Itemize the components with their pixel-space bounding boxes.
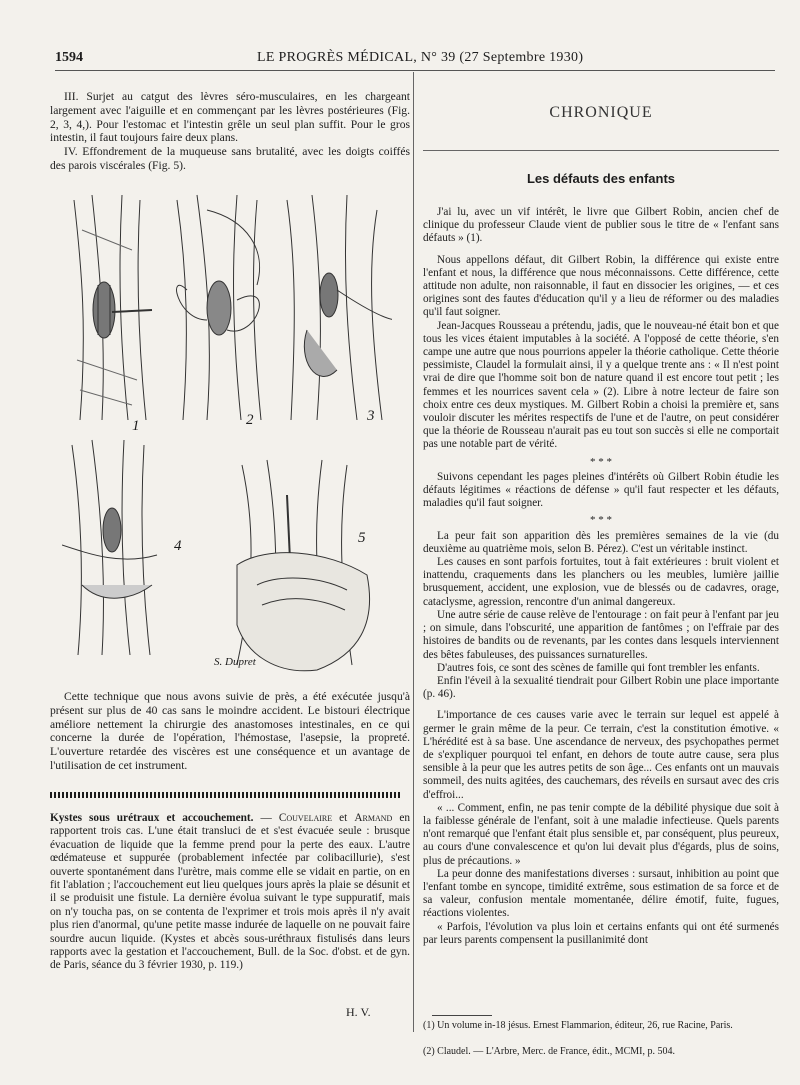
paragraph-10: L'importance de ces causes varie avec le terrain sur lequel est appelé à germer le grain même de la peur. Ce terrain, c'est la constitution émotive. « L'hérédité est à sa base. Une ascendance de nerveux, des psychopathes permet de s'expliquer pourquoi tel enfant, en dehors de toute autre cause, sera plus sensible à la peur que les autres petits de son âge... Ces enfants ont un mauvais sommeil, des nuits agitées, des cauchemars, des réveils en sursaut avec des cris d'effroi... (423, 709, 779, 801)
paragraph-9: Enfin l'éveil à la sexualité tiendrait pour Gilbert Robin une place importante (p. 46). (423, 674, 779, 701)
technique-paragraph: Cette technique que nous avons suivie de près, a été exécutée jusqu'à présent sur plus de 40 cas sans le moindre accident. Le bistouri électrique améliore nettement la chirurgie des anastomoses intestinales, en ce qui concerne la durée de l'opération, l'hémostase, l'asepsie, la propreté. L'ouverture retardée des viscères est une conséquence et un avantage de l'utilisation de cet instrument. (50, 690, 410, 772)
figure-label-4: 4 (174, 538, 182, 554)
figure-label-1: 1 (132, 418, 140, 434)
page-header (55, 48, 775, 71)
panel-4 (62, 440, 157, 655)
paragraph-13: « Parfois, l'évolution va plus loin et certains enfants qui ont été surmenés par leurs parents compensent la pusillanimité dont (423, 920, 779, 946)
footnote-1: (1) Un volume in-18 jésus. Ernest Flammarion, éditeur, 26, rue Racine, Paris. (423, 1020, 733, 1031)
paragraph-2: Nous appellons défaut, dit Gilbert Robin, la différence qui existe entre l'enfant et nous, la différence que nous méconnaissons. Cette différence, cette attitude non adulte, non raisonnable, il faut en dissocier les origines, — et ces origines sont des fautes d'éducation qu'il y a lieu de réformer ou des maladies qu'il faut soigner. (423, 253, 779, 319)
footnote-2: (2) Claudel. — L'Arbre, Merc. de France, édit., MCMI, p. 504. (423, 1046, 676, 1057)
section-stars-2: * * * (590, 514, 612, 527)
paragraph-1: J'ai lu, avec un vif intérêt, le livre que Gilbert Robin, ancien chef de clinique du professeur Claude vient de publier sous le titre de « l'enfant sans défauts » (1). (423, 206, 779, 245)
kystes-article (50, 812, 410, 973)
step-three: III. Surjet au catgut des lèvres séro-musculaires, en les chargeant largement avec l'aiguille et en commençant par les lèvres postérieures (Fig. 2, 3, 4,). Pour l'estomac et l'intestin grêle un seul plan suffit. Pour le gros intestin, il faut toujours faire deux plans. (50, 90, 410, 145)
section-rule (423, 150, 779, 151)
footnote-rule (432, 1015, 492, 1016)
paragraph-6: Les causes en sont parfois fortuites, tout à fait extérieures : bruit violent et inattendu, craquements dans les planchers ou les meubles, lumière jaillie brusquement, accident, une explosion, vue de blessés ou de cadavres, orage, cataclysme, agression, rencontre d'un animal dangereux. (423, 556, 779, 608)
panel-3 (287, 195, 392, 420)
decorative-rule (50, 792, 402, 798)
section-stars-1: * * * (590, 455, 612, 468)
paragraph-5: La peur fait son apparition dès les premières semaines de la vie (du deuxième au quatrième mois, selon B. Pérez). C'est un véritable instinct. (423, 529, 779, 555)
journal-title: LE PROGRÈS MÉDICAL, N° 39 (27 Septembre 1930) (257, 50, 584, 65)
paragraph-3: Jean-Jacques Rousseau a prétendu, jadis, que le nouveau-né était bon et que tous les vices étaient imputables à la société. A l'opposé de cette théorie, s'en campe une autre que nous pourrions appeler la théorie catholique. Cette théorie pessimiste, Claudel la formulait ainsi, il y a quelque trente ans : « Il n'est point vrai de dire que l'homme soit bon de nature quand il est encore tout petit ; les femmes et les nourrices savent cela » (2). Libre à notre lecteur de faire son choix entre ces deux mystiques. M. Gilbert Robin a choisi la première et, sans vouloir discuter les mérites respectifs de l'une et de l'autre, on peut considérer que la théorie de Rousseau n'aurait pas eu tout son succès si elle ne comportait pas une notable part de vérité. (423, 319, 779, 451)
figure-label-3: 3 (367, 408, 375, 424)
article-title: Les défauts des enfants (526, 171, 676, 186)
paragraph-11: « ... Comment, enfin, ne pas tenir compte de la débilité physique due soit à la faiblesse générale de l'enfant, soit à une maladie infectieuse. Quels parents n'ont remarqué que l'enfant était plus sensible et, par conséquent, plus peureux, au cours d'une convalescence et qu'on lui devait plus d'égards, plus de soins, plus de précautions. » (423, 801, 779, 867)
surgical-figure (62, 190, 392, 678)
kystes-title: Kystes sous urétraux et accouchement. (50, 812, 254, 824)
illustrator-signature: S. Dupret (214, 656, 256, 668)
panel-2 (177, 195, 261, 420)
surgical-illustration (62, 190, 392, 678)
paragraph-8: D'autres fois, ce sont des scènes de famille qui font trembler les enfants. (437, 661, 760, 674)
page-number: 1594 (55, 50, 83, 65)
kystes-conjunction: et (332, 812, 355, 824)
article-signature: H. V. (346, 1005, 371, 1019)
step-four: IV. Effondrement de la muqueuse sans brutalité, avec les doigts coiffés des parois viscérales (Fig. 5). (50, 145, 410, 172)
column-divider (413, 72, 414, 1032)
figure-label-5: 5 (358, 530, 366, 546)
kystes-author-b: Armand (354, 812, 393, 824)
chronique-body (423, 206, 779, 947)
paragraph-4: Suivons cependant les pages pleines d'intérêts où Gilbert Robin étudie les défauts légitimes « réactions de défense » qu'il faut respecter et les défauts, maladies qu'il faut soigner. (423, 470, 779, 510)
paragraph-12: La peur donne des manifestations diverses : sursaut, inhibition au point que l'enfant tombe en syncope, timidité extrême, sous estimation de sa force et de sa valeur, confusion mentale momentanée, délire émotif, fuite, fugues, réactions violentes. (423, 867, 779, 920)
section-heading: CHRONIQUE (549, 104, 653, 121)
technique-summary (50, 690, 410, 773)
panel-1 (74, 195, 152, 420)
left-intro (50, 90, 410, 173)
figure-label-2: 2 (246, 412, 254, 428)
kystes-body: en rapportent trois cas. L'une était transluci de et s'est évacuée seule : brusque évacuation de liquide que la femme prend pour la perte des eaux. L'autre œdémateuse et suppurée (probablement infectée par colibacillurie), s'est ouverte spontanément dans l'urètre, mais comme elle se vidait en partie, on en fit l'ablation ; l'accouchement eut lieu quelques jours après la plaie se désunit et il se produisit une fistule. La dernière évolua suivant le type suppuratif, mais on n'y toucha pas, on se contenta de l'exprimer et trois mois après il n'y avait plus rien d'anormal, qu'une petite masse indurée de laquelle on ne pouvait faire sourdre aucun liquide. (Kystes et abcès sous-uréthraux fistulisés dans leurs rapports avec la gestation et l'accouchement, Bull. de la Soc. d'obst. et de gyn. de Paris, séance du 3 février 1930, p. 119.) (50, 812, 410, 972)
panel-5 (237, 460, 370, 671)
kystes-author-a: — Couvelaire (260, 812, 333, 824)
paragraph-7: Une autre série de cause relève de l'entourage : on fait peur à l'enfant par jeu ; on simule, dans l'obscurité, une apparition de fantômes ; on l'effraie par des histoires de bandits ou de revenants, par les contes dans lesquels interviennent des bêtes fabuleuses, des puissances surnaturelles. (423, 608, 779, 661)
